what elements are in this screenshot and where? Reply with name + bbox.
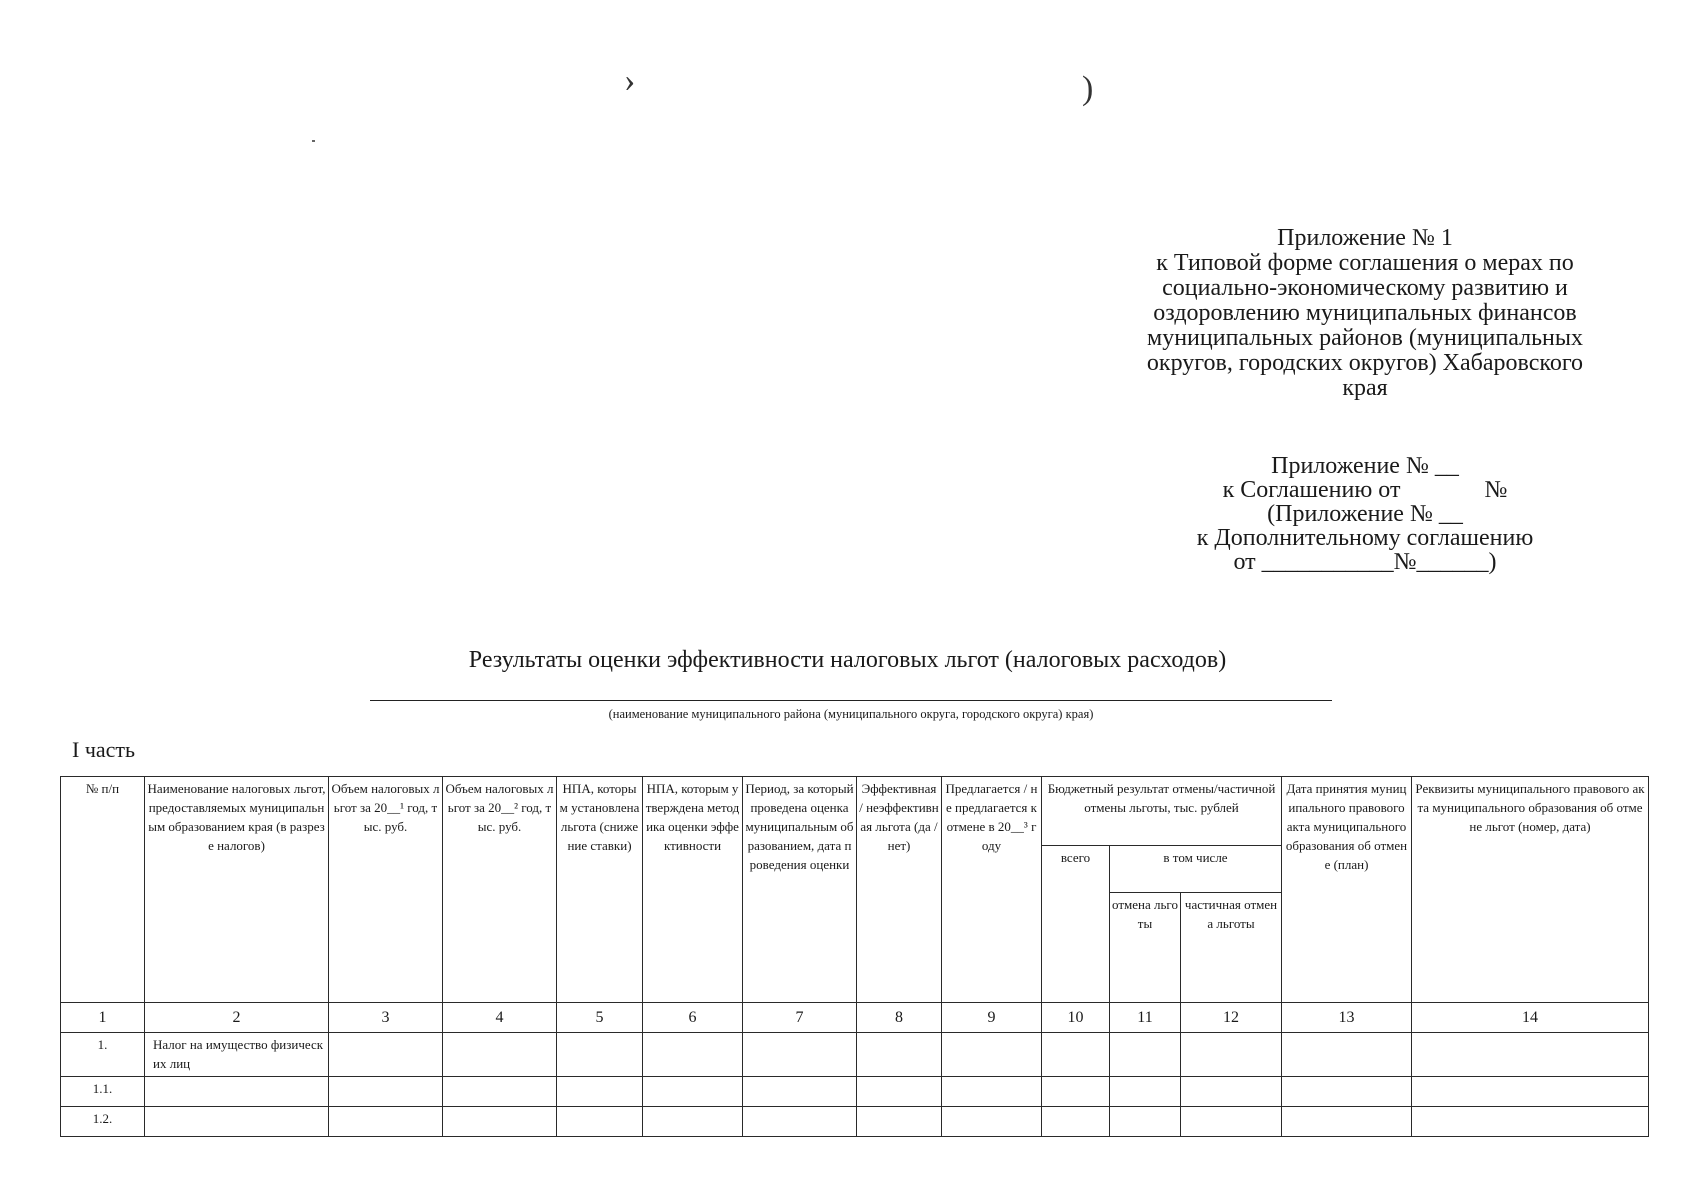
municipality-caption: (наименование муниципального района (муниципального округа, городского округа) края) [608,707,1094,721]
table-cell [942,1107,1042,1137]
column-number: 2 [145,1003,329,1033]
column-number: 1 [61,1003,145,1033]
table-cell [942,1077,1042,1107]
header-cell: НПА, которым утверждена методика оценки эффективности [643,777,743,1003]
row-name [145,1077,329,1107]
appendix-2-line: от ___________№______) [1233,549,1497,575]
table-cell [1042,1077,1110,1107]
appendix-1-line: края [1342,375,1388,401]
table-row [61,1077,1649,1107]
header-cell: частичная отмена льготы [1181,893,1282,1003]
table-cell [443,1033,557,1077]
header-cell: Предлагается / не предлагается к отмене в 20__³ году [942,777,1042,1003]
table-cell [329,1107,443,1137]
table-cell [1042,1107,1110,1137]
table-cell [857,1077,942,1107]
header-cell: Наименование налоговых льгот, предоставляемых муниципальным образованием края (в разрезе налогов) [145,777,329,1003]
appendix-1-header [1085,226,1645,401]
table-cell [743,1077,857,1107]
column-number: 10 [1042,1003,1110,1033]
table-cell [443,1077,557,1107]
column-number: 8 [857,1003,942,1033]
column-number: 11 [1110,1003,1181,1033]
column-number: 5 [557,1003,643,1033]
header-cell: Реквизиты муниципального правового акта муниципального образования об отмене льгот (номер, дата) [1412,777,1649,1003]
scan-mark: › [624,62,636,99]
row-number: 1.1. [61,1077,145,1107]
appendix-1-line: муниципальных районов (муниципальных [1147,325,1583,351]
row-number: 1. [61,1033,145,1077]
table-row [61,1033,1649,1077]
appendix-1-line: округов, городских округов) Хабаровского [1146,350,1584,376]
appendix-1-line: социально-экономическому развитию и [1162,275,1568,301]
header-cell: Период, за который проведена оценка муниципальным образованием, дата проведения оценки [743,777,857,1003]
table-cell [1042,1033,1110,1077]
row-name: Налог на имущество физических лиц [145,1033,329,1077]
table-cell [1110,1033,1181,1077]
document-title: Результаты оценки эффективности налоговых льгот (налоговых расходов) [468,647,1227,673]
table-cell [1282,1077,1412,1107]
table-cell [557,1033,643,1077]
header-cell: всего [1042,846,1110,1003]
table-cell [443,1107,557,1137]
table-cell [1110,1107,1181,1137]
column-number: 13 [1282,1003,1412,1033]
row-number: 1.2. [61,1107,145,1137]
appendix-2-line: (Приложение № __ [1267,501,1463,527]
table-cell [643,1077,743,1107]
header-cell: Объем налоговых льгот за 20__¹ год, тыс. руб. [329,777,443,1003]
table-cell [942,1033,1042,1077]
appendix-2-line: к Соглашению от № [1222,477,1508,503]
appendix-2-line: Приложение № __ [1271,453,1459,479]
table-cell [1282,1033,1412,1077]
scan-mark: ) [1082,70,1094,107]
table-cell [557,1107,643,1137]
table-cell [643,1107,743,1137]
table-cell [329,1033,443,1077]
table-cell [1181,1033,1282,1077]
appendix-1-line: к Типовой форме соглашения о мерах по [1156,250,1574,276]
table-cell [643,1033,743,1077]
table-cell [743,1033,857,1077]
table-cell [1282,1107,1412,1137]
appendix-1-line: оздоровлению муниципальных финансов [1153,300,1577,326]
table-cell [1412,1107,1649,1137]
column-number: 7 [743,1003,857,1033]
part-label: I часть [72,737,136,762]
municipality-fill-line [370,700,1332,701]
table-cell [1181,1107,1282,1137]
column-number: 9 [942,1003,1042,1033]
table-cell [857,1033,942,1077]
header-cell-group: Бюджетный результат отмены/частичной отмены льготы, тыс. рублей [1042,777,1282,846]
header-cell: отмена льготы [1110,893,1181,1003]
table-cell [743,1107,857,1137]
column-number-row [61,1003,1649,1033]
column-number: 3 [329,1003,443,1033]
row-name [145,1107,329,1137]
table-cell [1110,1077,1181,1107]
header-cell: Дата принятия муниципального правового акта муниципального образования об отмене (план) [1282,777,1412,1003]
table-cell [1412,1077,1649,1107]
appendix-2-line: к Дополнительному соглашению [1196,525,1534,551]
column-number: 4 [443,1003,557,1033]
table-cell [1181,1077,1282,1107]
appendix-1-line: Приложение № 1 [1277,225,1453,251]
column-number: 12 [1181,1003,1282,1033]
header-cell: № п/п [61,777,145,1003]
column-number: 6 [643,1003,743,1033]
scan-speck [312,140,315,142]
header-cell: Объем налоговых льгот за 20__² год, тыс. руб. [443,777,557,1003]
tax-benefits-table [60,776,1649,1137]
header-cell-group: в том числе [1110,846,1282,893]
column-number: 14 [1412,1003,1649,1033]
table-cell [557,1077,643,1107]
header-cell: Эффективная / неэффективная льгота (да /нет) [857,777,942,1003]
table-cell [1412,1033,1649,1077]
table-cell [857,1107,942,1137]
table-row [61,1107,1649,1137]
appendix-2-header [1125,454,1605,574]
table-cell [329,1077,443,1107]
header-cell: НПА, которым установлена льгота (снижение ставки) [557,777,643,1003]
